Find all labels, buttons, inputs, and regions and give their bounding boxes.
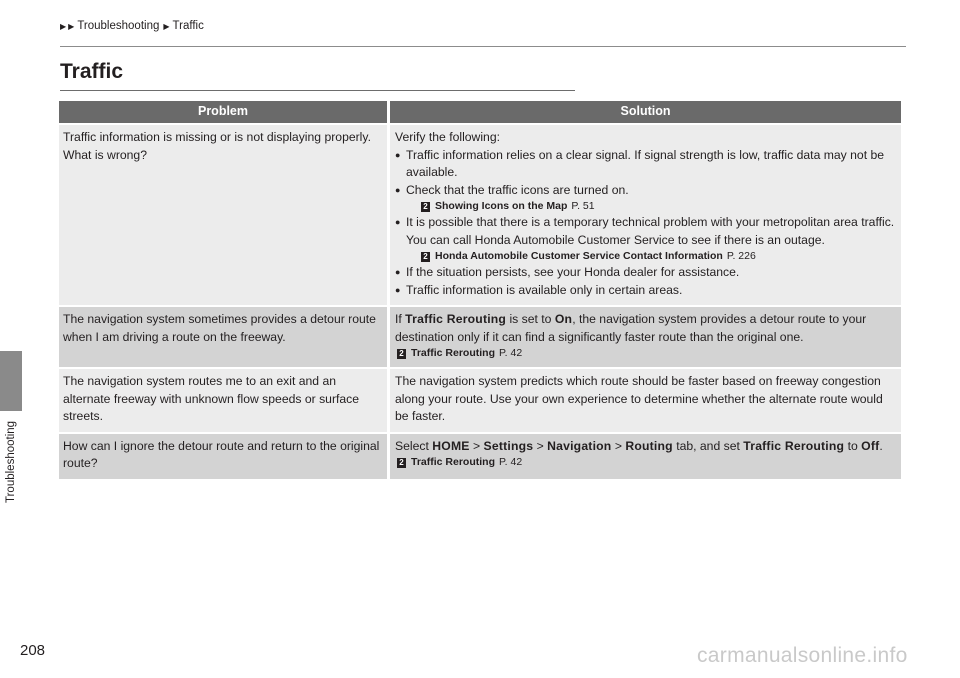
bullet-icon: ●	[395, 184, 401, 195]
solution-cell: The navigation system predicts which route should be faster based on freeway congestion along your route. Use your own experience to determine whether the alternate route would be faster.	[390, 367, 901, 432]
column-header-problem: Problem	[59, 101, 390, 123]
solution-bullet	[395, 214, 897, 249]
bullet-icon: ●	[395, 267, 401, 277]
breadcrumb-arrow-icon: ▶	[60, 21, 67, 31]
reference-title: Traffic Rerouting	[411, 347, 496, 359]
table-row	[59, 432, 901, 479]
breadcrumb-arrow-icon: ▶	[163, 21, 170, 31]
reference-page: P. 51	[571, 200, 595, 212]
page-number: 208	[20, 642, 46, 659]
solution-text: If Traffic Rerouting is set to On, the navigation system provides a detour route to your destination only if it can find a significantly faster route than the original one.	[395, 312, 867, 344]
reference-page: P. 42	[499, 347, 523, 359]
column-header-solution: Solution	[390, 101, 901, 123]
solution-bullet	[395, 147, 897, 182]
solution-bullet	[395, 282, 897, 300]
breadcrumb-current: Traffic	[172, 20, 204, 32]
menu-settings: Settings	[483, 438, 534, 453]
solution-text: Select HOME > Settings > Navigation > Routing tab, and set Traffic Rerouting to Off.	[395, 438, 883, 453]
reference-arrow-icon: 2	[397, 349, 406, 359]
bullet-text: If the situation persists, see your Honda dealer for assistance.	[406, 265, 740, 279]
table-header-row	[59, 101, 901, 123]
troubleshooting-table	[59, 101, 901, 479]
menu-navigation: Navigation	[547, 438, 612, 453]
breadcrumb-parent[interactable]: Troubleshooting	[77, 20, 160, 32]
reference-title: Showing Icons on the Map	[435, 200, 568, 212]
bullet-icon: ●	[395, 149, 401, 160]
reference-arrow-icon: 2	[421, 202, 430, 212]
cross-reference-link[interactable]	[395, 346, 897, 361]
reference-title: Traffic Rerouting	[411, 456, 496, 468]
bullet-icon: ●	[395, 284, 401, 295]
solution-cell	[390, 432, 901, 479]
page-title: Traffic	[60, 60, 124, 83]
menu-routing: Routing	[625, 438, 673, 453]
reference-arrow-icon: 2	[397, 458, 406, 468]
bullet-text: It is possible that there is a temporary technical problem with your metropolitan area traffic. You can call Honda Automobile Customer Service to see if there is an outage.	[406, 215, 895, 247]
ui-setting-value: Off	[861, 438, 880, 453]
menu-home: HOME	[432, 438, 470, 453]
problem-cell: Traffic information is missing or is not displaying properly. What is wrong?	[59, 123, 390, 305]
breadcrumb	[60, 20, 204, 32]
reference-page: P. 226	[726, 250, 756, 262]
problem-cell: The navigation system sometimes provides a detour route when I am driving a route on the freeway.	[59, 305, 390, 367]
bullet-icon: ●	[395, 217, 401, 227]
reference-page: P. 42	[499, 456, 523, 468]
solution-intro: Verify the following:	[395, 130, 501, 144]
reference-title: Honda Automobile Customer Service Contact Information	[435, 250, 723, 262]
solution-cell	[390, 123, 901, 305]
ui-setting-name: Traffic Rerouting	[743, 438, 845, 453]
problem-cell: How can I ignore the detour route and return to the original route?	[59, 432, 390, 479]
ui-setting-name: Traffic Rerouting	[405, 312, 507, 326]
cross-reference-link[interactable]	[395, 455, 897, 470]
table-row	[59, 367, 901, 432]
breadcrumb-arrow-icon: ▶	[68, 21, 75, 31]
table-row	[59, 305, 901, 367]
section-tab-label: Troubleshooting	[5, 420, 17, 503]
bullet-text: Traffic information is available only in certain areas.	[406, 282, 683, 297]
cross-reference-link[interactable]	[395, 249, 897, 264]
ui-setting-value: On	[554, 312, 573, 326]
bullet-text: Traffic information relies on a clear signal. If signal strength is low, traffic data may not be available.	[406, 147, 885, 179]
problem-cell: The navigation system routes me to an exit and an alternate freeway with unknown flow speeds or surface streets.	[59, 367, 390, 432]
title-underline	[60, 90, 575, 91]
solution-bullet	[395, 264, 897, 282]
bullet-text: Check that the traffic icons are turned on.	[406, 182, 629, 197]
cross-reference-link[interactable]	[395, 199, 897, 214]
solution-bullet	[395, 182, 897, 200]
solution-cell	[390, 305, 901, 367]
header-divider	[60, 46, 906, 47]
reference-arrow-icon: 2	[421, 252, 430, 262]
table-row	[59, 123, 901, 305]
watermark: carmanualsonline.info	[697, 644, 908, 667]
